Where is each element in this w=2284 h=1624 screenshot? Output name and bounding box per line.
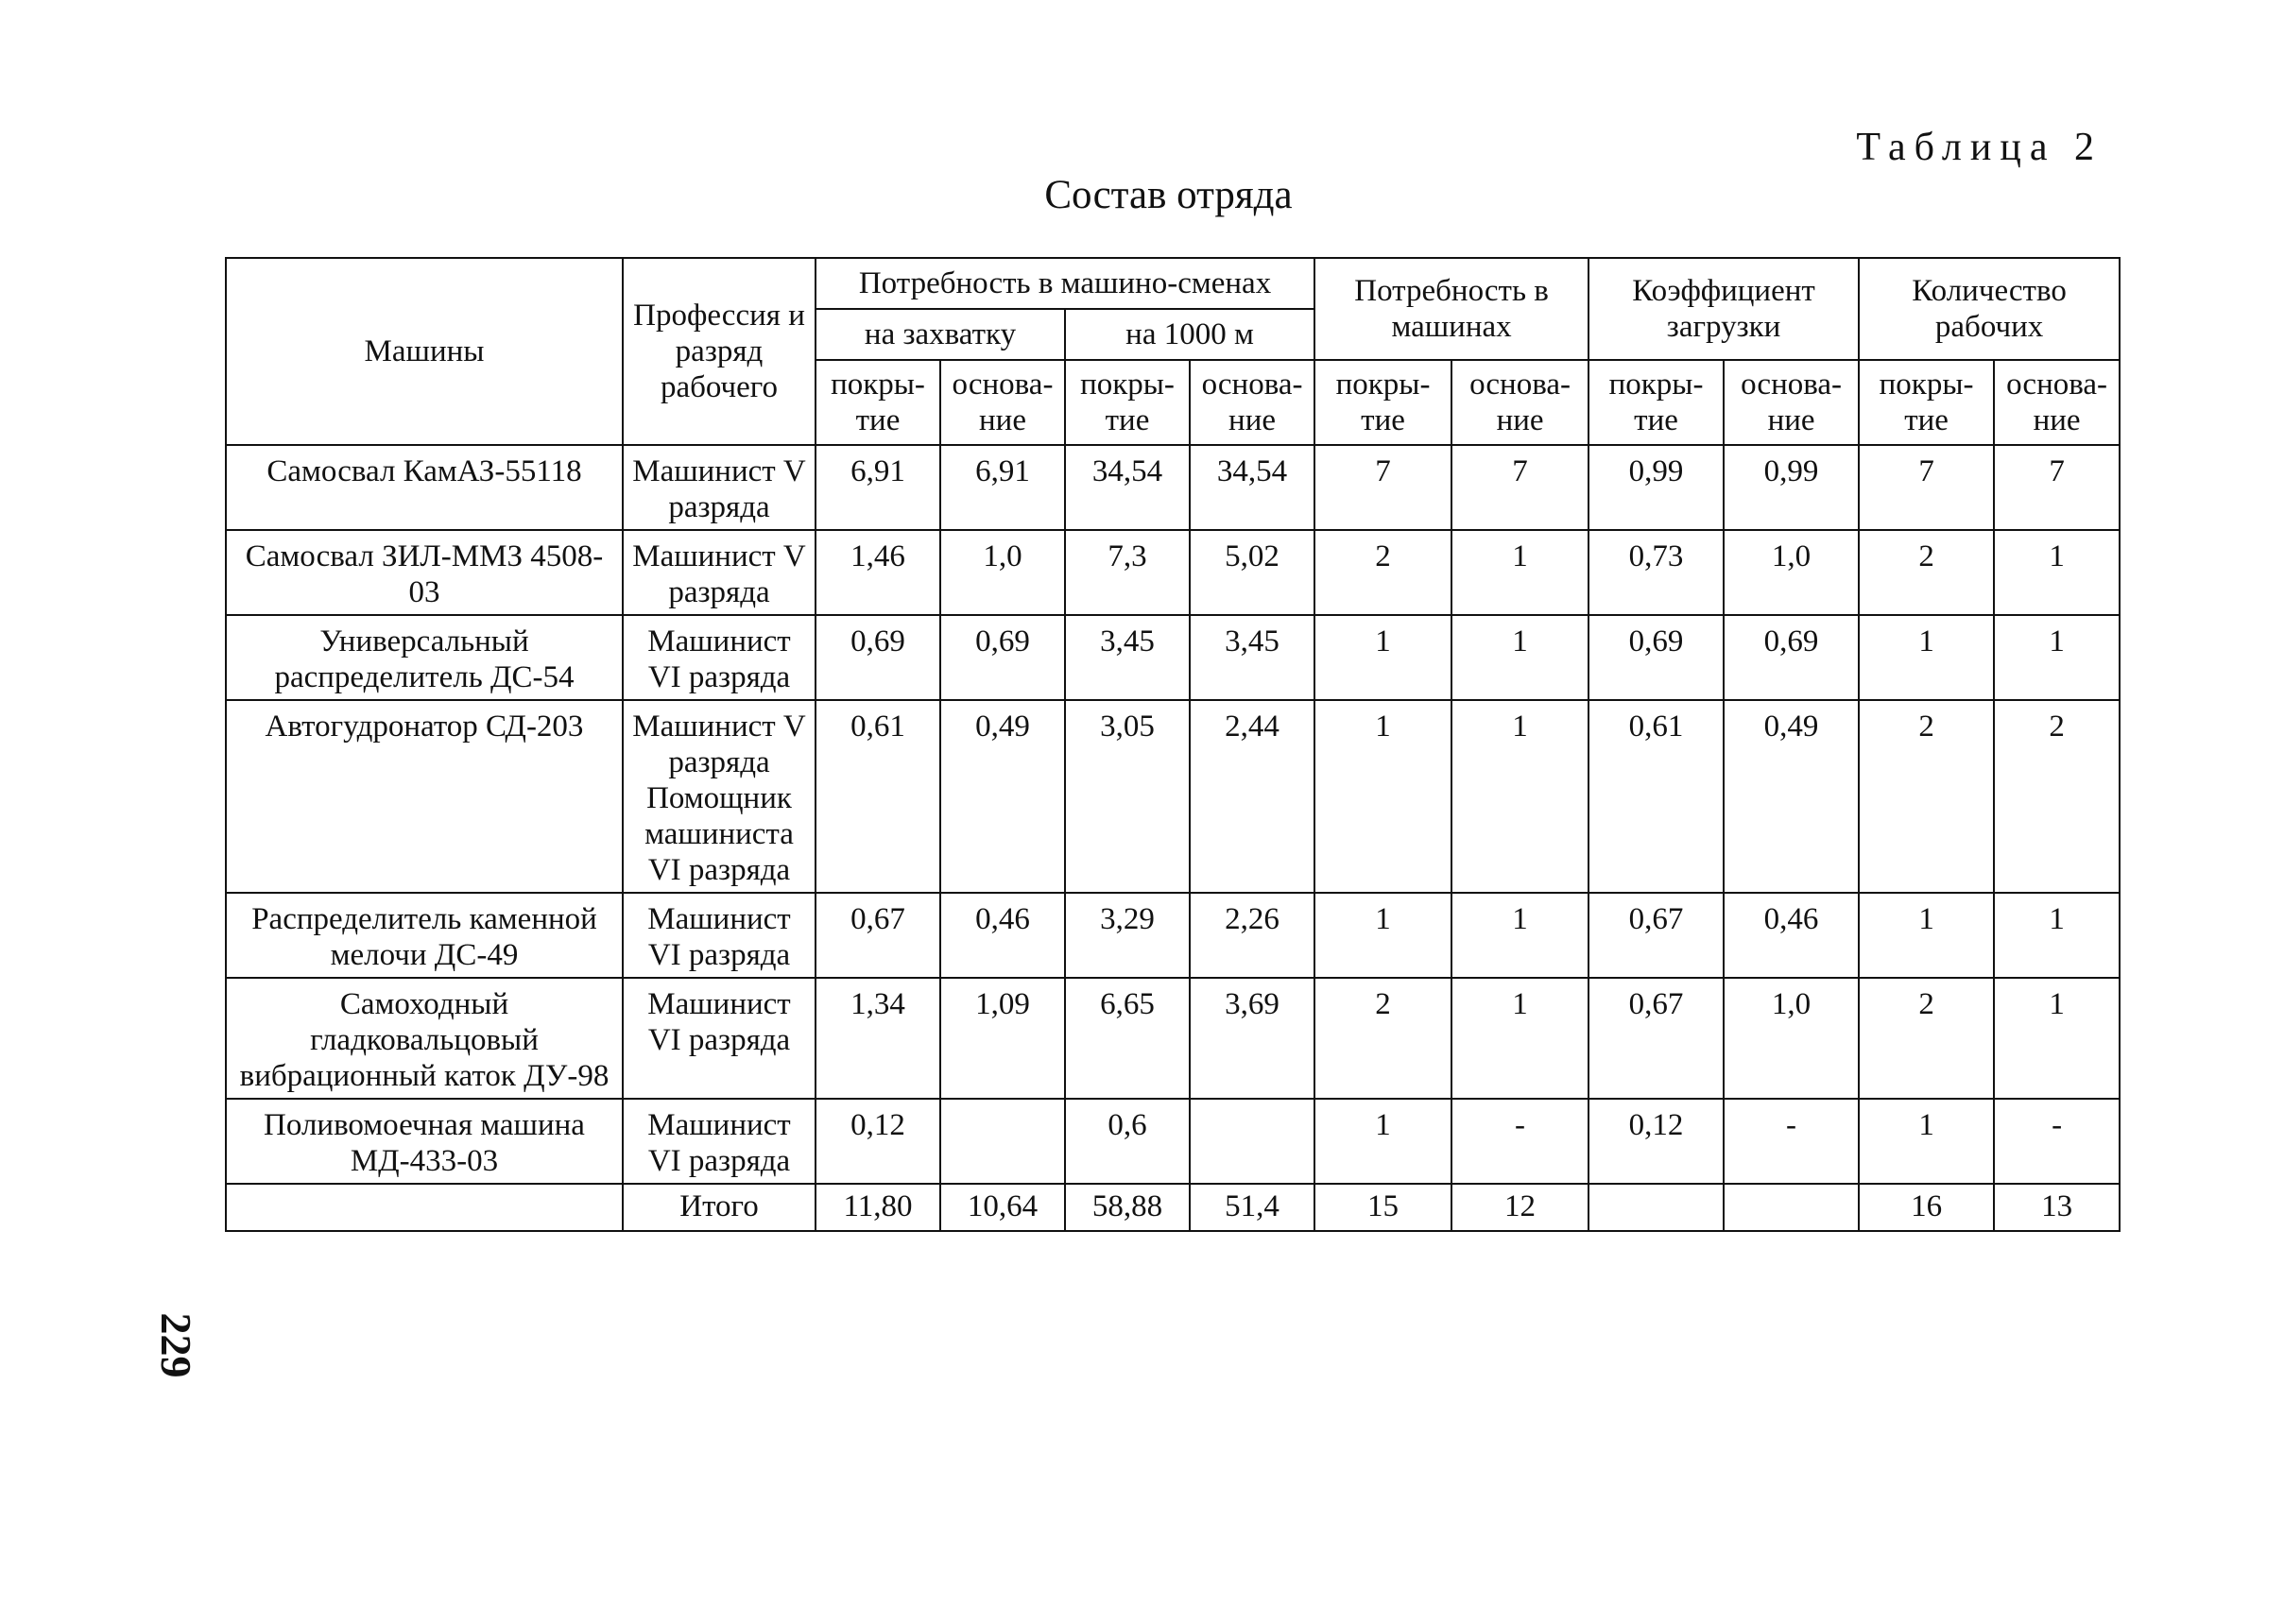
value-cell: 0,46 xyxy=(1724,893,1859,978)
machine-cell: Самосвал КамАЗ-55118 xyxy=(226,445,623,530)
total-value: 16 xyxy=(1859,1184,1994,1231)
value-cell: 1 xyxy=(1451,978,1588,1099)
col-shift-need-header: Потребность в машино-сменах xyxy=(816,258,1314,309)
subcol-coating-header: покры-тие xyxy=(1859,360,1994,445)
value-cell: 0,73 xyxy=(1588,530,1724,615)
value-cell: 3,69 xyxy=(1190,978,1314,1099)
value-cell: 3,29 xyxy=(1065,893,1190,978)
value-cell: 6,91 xyxy=(940,445,1065,530)
col-profession-header: Профессия и разряд рабочего xyxy=(623,258,816,445)
value-cell: 3,45 xyxy=(1065,615,1190,700)
value-cell: 1 xyxy=(1451,530,1588,615)
profession-cell: Машинист VI разряда xyxy=(623,893,816,978)
value-cell: 0,69 xyxy=(816,615,940,700)
profession-cell: Машинист V разряда xyxy=(623,530,816,615)
subcol-base-header: основа-ние xyxy=(1994,360,2120,445)
value-cell: 1,0 xyxy=(1724,530,1859,615)
machine-cell: Самоходный гладковальцовый вибрационный каток ДУ-98 xyxy=(226,978,623,1099)
profession-cell: Машинист V разряда xyxy=(623,445,816,530)
value-cell: 6,91 xyxy=(816,445,940,530)
subcol-base-header: основа-ние xyxy=(1724,360,1859,445)
value-cell: 2 xyxy=(1859,530,1994,615)
profession-cell: Машинист VI разряда xyxy=(623,1099,816,1184)
value-cell: 7,3 xyxy=(1065,530,1190,615)
value-cell: 0,46 xyxy=(940,893,1065,978)
table-row xyxy=(226,978,2120,1099)
value-cell: 34,54 xyxy=(1190,445,1314,530)
col-workers-header: Количество рабочих xyxy=(1859,258,2120,360)
value-cell: 1 xyxy=(1994,530,2120,615)
page-number: 229 xyxy=(152,1312,200,1378)
value-cell: 0,69 xyxy=(1588,615,1724,700)
value-cell: 34,54 xyxy=(1065,445,1190,530)
value-cell: 0,12 xyxy=(1588,1099,1724,1184)
table-row xyxy=(226,893,2120,978)
profession-cell: Машинист VI разряда xyxy=(623,615,816,700)
value-cell: 1,0 xyxy=(940,530,1065,615)
value-cell: 1 xyxy=(1451,700,1588,893)
subcol-coating-header: покры-тие xyxy=(816,360,940,445)
total-value: 12 xyxy=(1451,1184,1588,1231)
value-cell: 7 xyxy=(1859,445,1994,530)
profession-cell: Машинист VI разряда xyxy=(623,978,816,1099)
profession-cell: Машинист V разряда Помощник машиниста VI разряда xyxy=(623,700,816,893)
value-cell: 0,49 xyxy=(1724,700,1859,893)
value-cell: 0,67 xyxy=(1588,893,1724,978)
value-cell: 7 xyxy=(1451,445,1588,530)
table-row xyxy=(226,530,2120,615)
value-cell: 1 xyxy=(1314,615,1451,700)
value-cell: 0,61 xyxy=(816,700,940,893)
value-cell: 2 xyxy=(1314,978,1451,1099)
machine-cell: Универсальный распределитель ДС-54 xyxy=(226,615,623,700)
table-row xyxy=(226,1099,2120,1184)
value-cell: 2 xyxy=(1859,978,1994,1099)
total-value: 13 xyxy=(1994,1184,2120,1231)
value-cell: 0,6 xyxy=(1065,1099,1190,1184)
value-cell: 1 xyxy=(1451,615,1588,700)
machine-cell: Поливомоечная машина МД-433-03 xyxy=(226,1099,623,1184)
value-cell xyxy=(1190,1099,1314,1184)
value-cell: 0,49 xyxy=(940,700,1065,893)
col-per-1000m-header: на 1000 м xyxy=(1065,309,1314,360)
value-cell: 1 xyxy=(1314,893,1451,978)
value-cell: 3,45 xyxy=(1190,615,1314,700)
value-cell: - xyxy=(1724,1099,1859,1184)
value-cell: 1 xyxy=(1451,893,1588,978)
total-value: 15 xyxy=(1314,1184,1451,1231)
value-cell: 1 xyxy=(1859,615,1994,700)
subcol-base-header: основа-ние xyxy=(940,360,1065,445)
value-cell: 1 xyxy=(1314,700,1451,893)
subcol-base-header: основа-ние xyxy=(1451,360,1588,445)
col-machines-need-header: Потребность в машинах xyxy=(1314,258,1588,360)
total-value: 10,64 xyxy=(940,1184,1065,1231)
total-empty-cell xyxy=(226,1184,623,1231)
value-cell: - xyxy=(1451,1099,1588,1184)
total-value xyxy=(1588,1184,1724,1231)
value-cell: 1,09 xyxy=(940,978,1065,1099)
value-cell: 0,99 xyxy=(1724,445,1859,530)
total-value: 58,88 xyxy=(1065,1184,1190,1231)
value-cell: 0,99 xyxy=(1588,445,1724,530)
total-label: Итого xyxy=(623,1184,816,1231)
value-cell: 2 xyxy=(1859,700,1994,893)
value-cell xyxy=(940,1099,1065,1184)
subcol-base-header: основа-ние xyxy=(1190,360,1314,445)
table-label: Таблица 2 xyxy=(1856,126,2103,169)
value-cell: 0,12 xyxy=(816,1099,940,1184)
total-row xyxy=(226,1184,2120,1231)
value-cell: 7 xyxy=(1314,445,1451,530)
table-row xyxy=(226,700,2120,893)
table-row xyxy=(226,615,2120,700)
col-machines-header: Машины xyxy=(226,258,623,445)
machine-cell: Самосвал ЗИЛ-ММЗ 4508-03 xyxy=(226,530,623,615)
value-cell: 7 xyxy=(1994,445,2120,530)
col-load-factor-header: Коэффициент загрузки xyxy=(1588,258,1859,360)
subcol-coating-header: покры-тие xyxy=(1314,360,1451,445)
value-cell: 0,67 xyxy=(1588,978,1724,1099)
total-value: 11,80 xyxy=(816,1184,940,1231)
composition-table xyxy=(225,257,2121,1232)
subcol-coating-header: покры-тие xyxy=(1588,360,1724,445)
machine-cell: Распределитель каменной мелочи ДС-49 xyxy=(226,893,623,978)
value-cell: 0,67 xyxy=(816,893,940,978)
col-per-grip-header: на захватку xyxy=(816,309,1065,360)
value-cell: 5,02 xyxy=(1190,530,1314,615)
value-cell: 0,61 xyxy=(1588,700,1724,893)
value-cell: 1 xyxy=(1314,1099,1451,1184)
subcol-coating-header: покры-тие xyxy=(1065,360,1190,445)
value-cell: 1 xyxy=(1859,1099,1994,1184)
value-cell: 2 xyxy=(1994,700,2120,893)
value-cell: 2 xyxy=(1314,530,1451,615)
page-title: Состав отряда xyxy=(1044,173,1293,217)
machine-cell: Автогудронатор СД-203 xyxy=(226,700,623,893)
value-cell: 1 xyxy=(1994,893,2120,978)
value-cell: 0,69 xyxy=(1724,615,1859,700)
value-cell: 2,44 xyxy=(1190,700,1314,893)
value-cell: 1 xyxy=(1859,893,1994,978)
value-cell: 1 xyxy=(1994,615,2120,700)
value-cell: - xyxy=(1994,1099,2120,1184)
value-cell: 3,05 xyxy=(1065,700,1190,893)
value-cell: 1,34 xyxy=(816,978,940,1099)
total-value: 51,4 xyxy=(1190,1184,1314,1231)
value-cell: 1,0 xyxy=(1724,978,1859,1099)
value-cell: 1,46 xyxy=(816,530,940,615)
total-value xyxy=(1724,1184,1859,1231)
value-cell: 2,26 xyxy=(1190,893,1314,978)
value-cell: 0,69 xyxy=(940,615,1065,700)
value-cell: 1 xyxy=(1994,978,2120,1099)
table-row xyxy=(226,445,2120,530)
value-cell: 6,65 xyxy=(1065,978,1190,1099)
